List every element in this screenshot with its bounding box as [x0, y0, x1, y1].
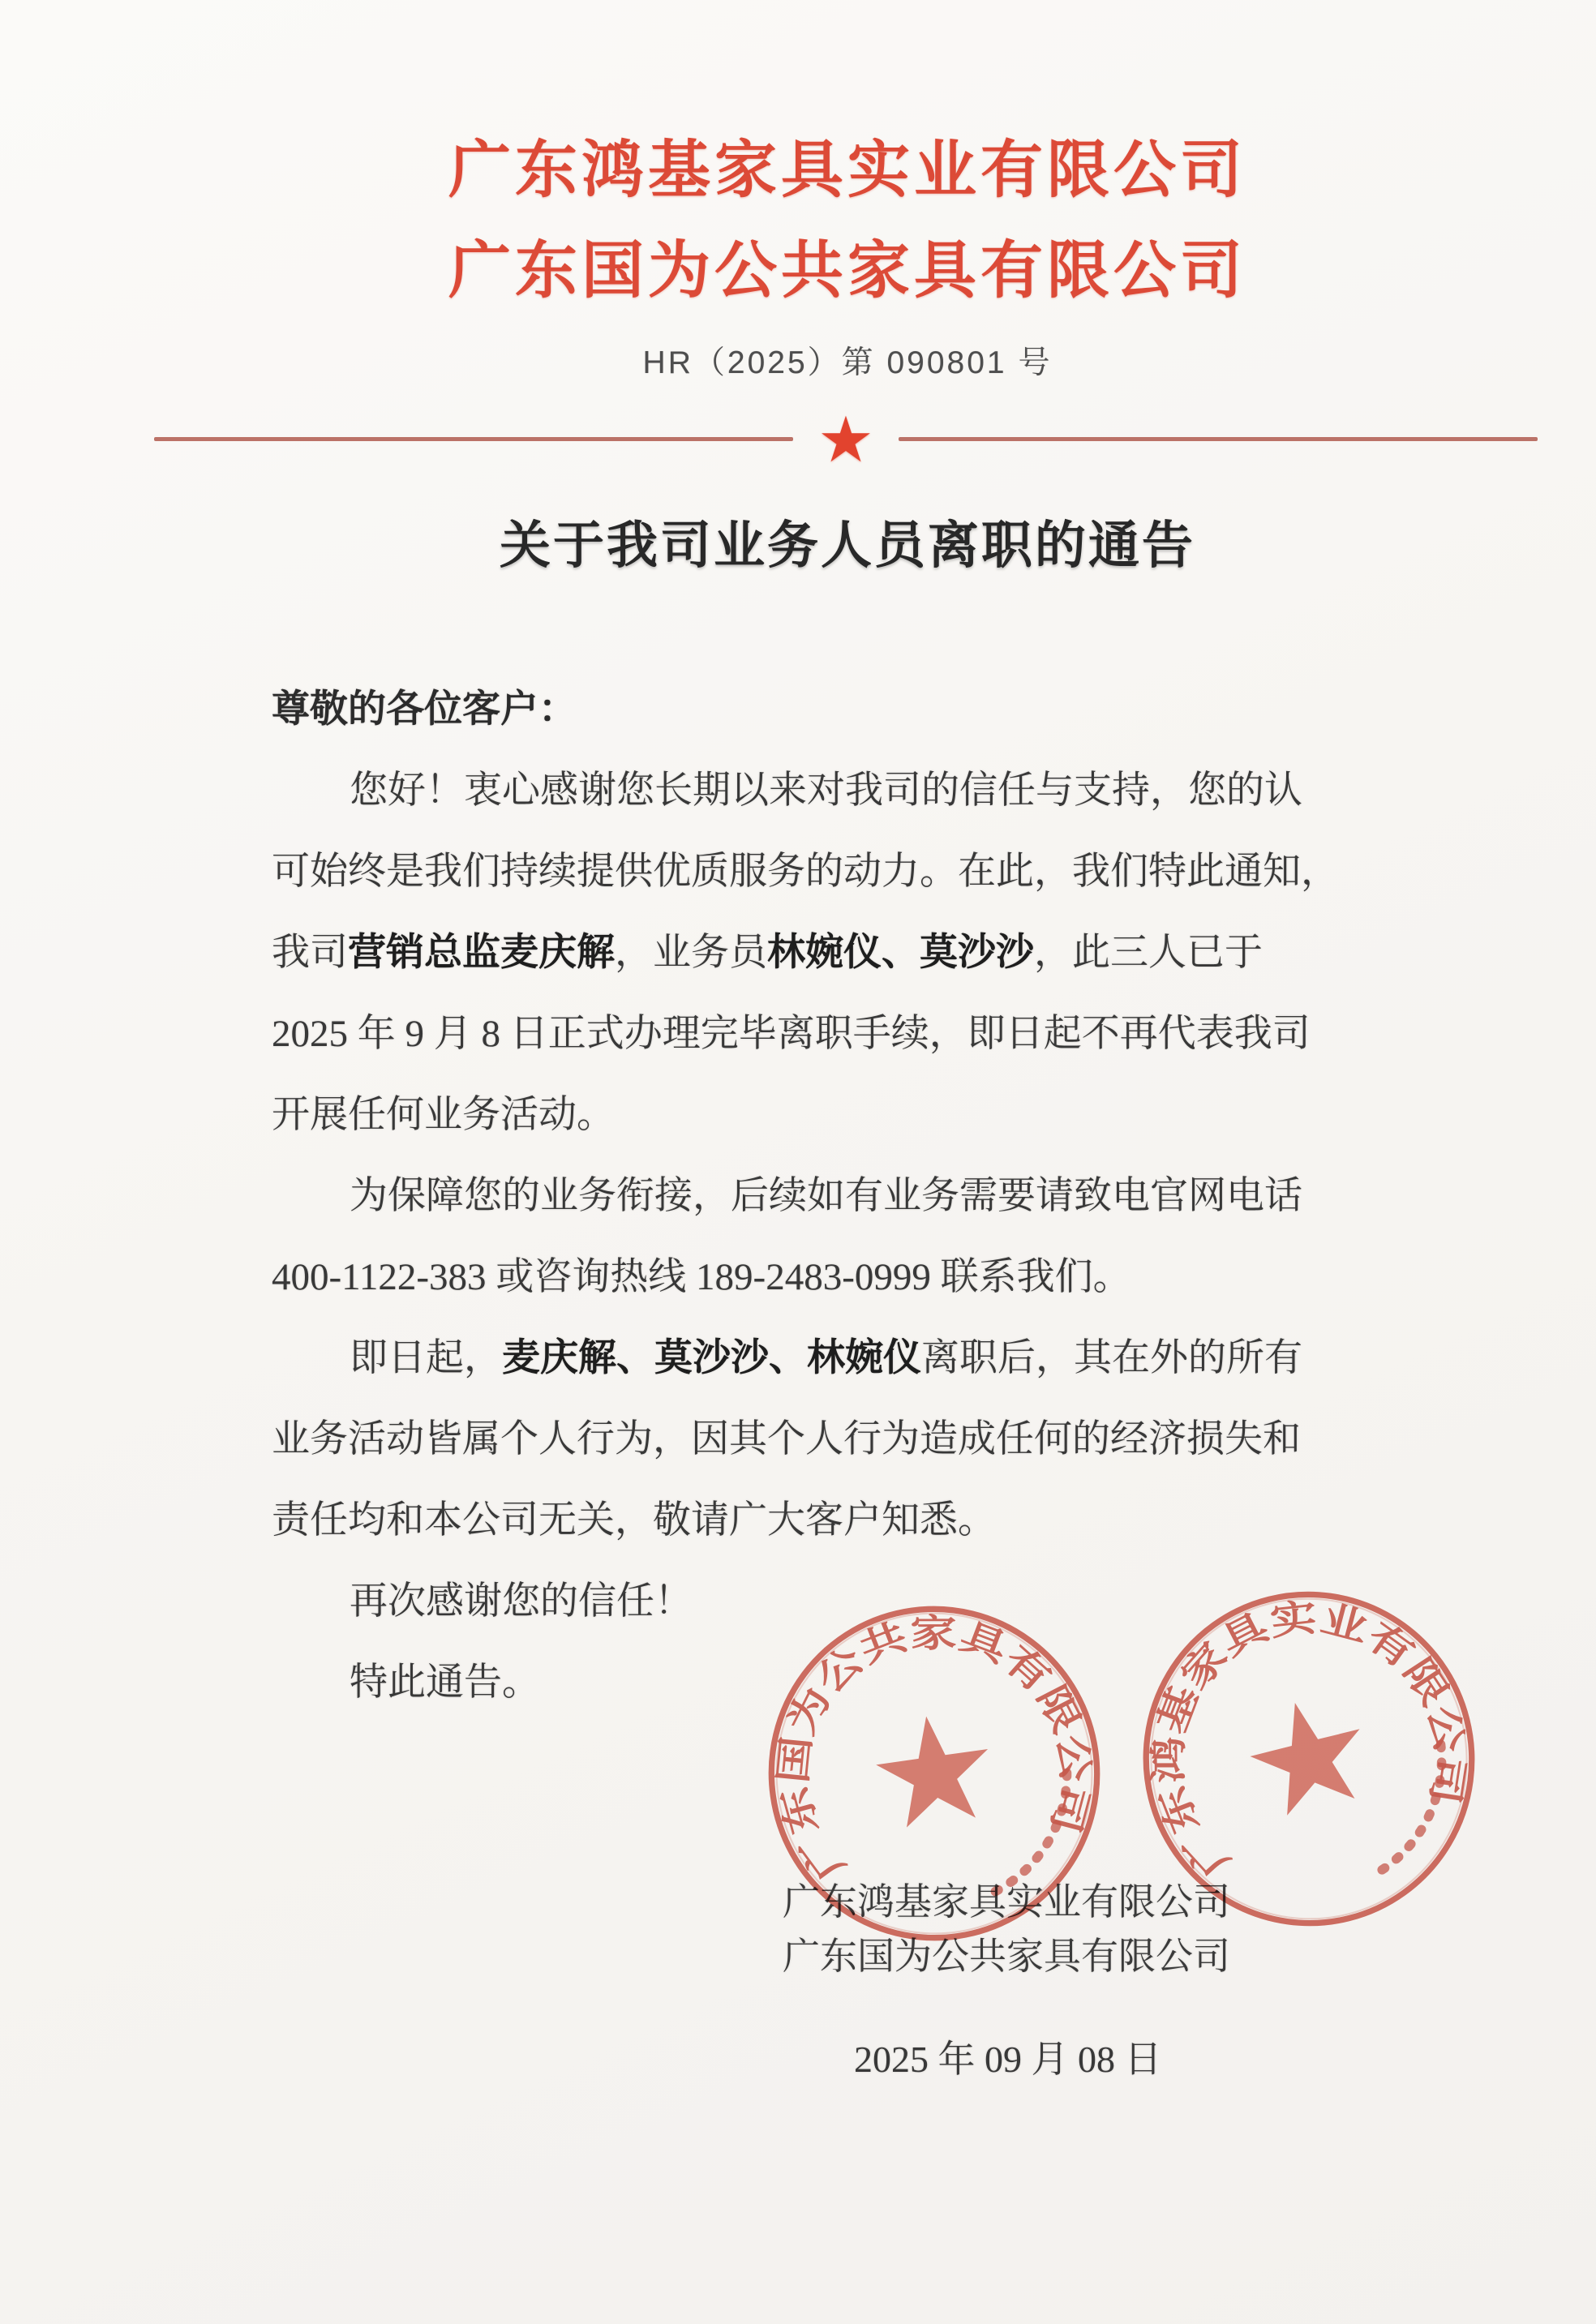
body-line: 可始终是我们持续提供优质服务的动力。在此，我们特此通知，	[272, 851, 1339, 893]
body-line: 业务活动皆属个人行为，因其个人行为造成任何的经济损失和	[272, 1418, 1301, 1460]
body-segment: ，此三人已于	[1034, 932, 1263, 974]
seal-star-icon	[870, 1709, 997, 1830]
salutation: 尊敬的各位客户：	[272, 688, 577, 731]
seal-text: 广东国为公共家具有限公司	[770, 1611, 1097, 1889]
signature-company1: 广东鸿基家具实业有限公司	[783, 1881, 1230, 1923]
star-icon: ★	[817, 405, 874, 475]
company-name-line2: 广东国为公共家具有限公司	[448, 236, 1246, 306]
body-segment: 即日起，	[350, 1337, 502, 1379]
body-line	[272, 1318, 1407, 1399]
signature-company2: 广东国为公共家具有限公司	[783, 1936, 1230, 1977]
highlight-name: 麦庆解、莫沙沙、林婉仪	[502, 1337, 921, 1379]
divider-rule-right	[899, 437, 1538, 441]
seal-text: 广东鸿基家具实业有限公司	[1147, 1596, 1473, 1886]
highlight-name: 营销总监麦庆解	[348, 932, 615, 974]
highlight-name: 林婉仪、莫沙沙	[767, 932, 1034, 974]
letterhead	[101, 120, 1594, 321]
company-name-line1: 广东鸿基家具实业有限公司	[448, 135, 1246, 205]
body-line: 您好！衷心感谢您长期以来对我司的信任与支持，您的认	[350, 770, 1302, 812]
notice-title: 关于我司业务人员离职的通告	[500, 517, 1195, 574]
body-line: 2025 年 9 月 8 日正式办理完毕离职手续，即日起不再代表我司	[272, 1013, 1311, 1055]
header-divider	[154, 404, 1538, 474]
body-line	[272, 912, 1407, 993]
body-segment: 我司	[272, 932, 348, 974]
body-line: 400-1122-383 或咨询热线 189-2483-0999 联系我们。	[272, 1256, 1131, 1298]
thanks-line: 再次感谢您的信任！	[350, 1580, 693, 1623]
seal-star-icon	[1240, 1689, 1375, 1820]
company-seal-guowei	[742, 1582, 1126, 1965]
document-number: HR（2025）第 090801 号	[642, 345, 1053, 380]
divider-rule-left	[154, 437, 793, 441]
body-line: 责任均和本公司无关，敬请广大客户知悉。	[272, 1499, 996, 1541]
body-line: 为保障您的业务衔接，后续如有业务需要请致电官网电话	[350, 1175, 1302, 1217]
closing-line: 特此通告。	[350, 1662, 540, 1704]
signature-date: 2025 年 09 月 08 日	[854, 2039, 1162, 2080]
body-line: 开展任何业务活动。	[272, 1094, 615, 1136]
body-segment: ，业务员	[615, 932, 767, 974]
body-segment: 离职后，其在外的所有	[921, 1337, 1302, 1379]
notice-body	[272, 750, 1407, 1723]
